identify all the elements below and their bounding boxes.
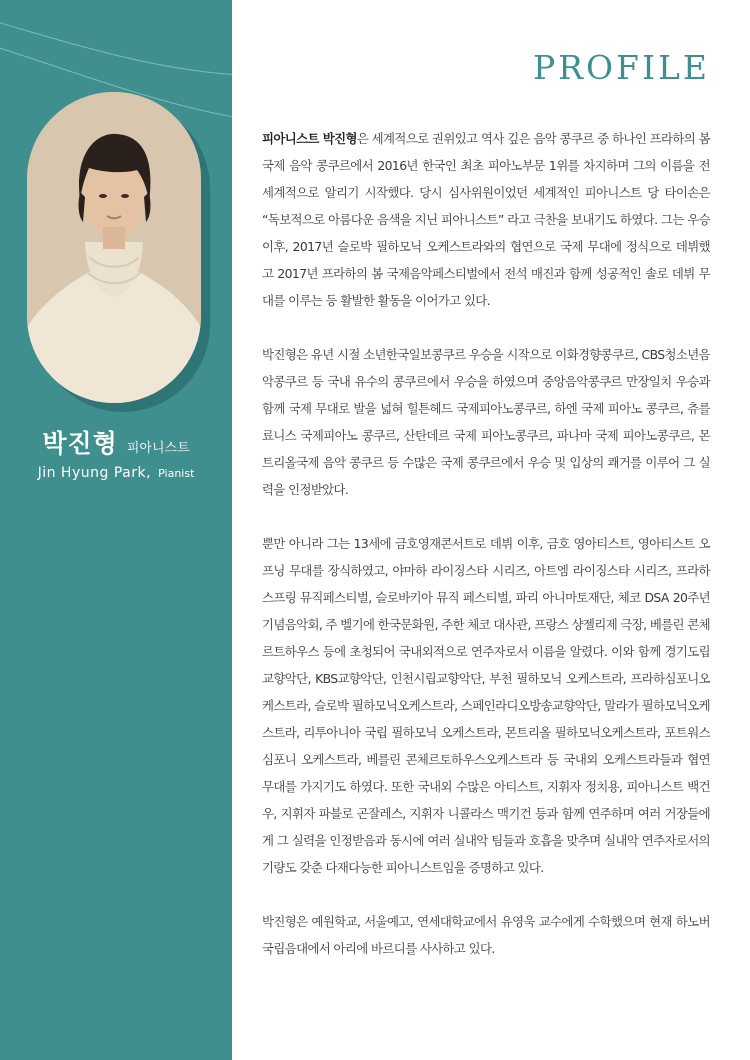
- paragraph-3: 뿐만 아니라 그는 13세에 금호영재콘서트로 데뷔 이후, 금호 영아티스트, 영아티스트 오프닝 무대를 장식하였고, 야마하 라이징스타 시리즈, 아트엠 라이징스타 시리즈, 프라하 스프링 뮤직페스티벌, 슬로바키아 뮤직 페스티벌, 파리 아니마토재단, 체코 DSA 20주년 기념음악회, 주 벨기에 한국문화원, 주한 체코 대사관, 프랑스 샹젤리제 극장, 베를린 콘체르트하우스 등에 초청되어 국내외적으로 연주자로서 이름을 알렸다. 이와 함께 경기도립교향악단, KBS교향악단, 인천시립교향악단, 부천 필하모닉 오케스트라, 프라하심포니오케스트라, 슬로박 필하모닉오케스트라, 스페인라디오방송교향악단, 말라가 필하모닉오케스트라, 리투아니아 국립 필하모닉 오케스트라, 몬트리올 필하모닉오케스트라, 포트워스 심포니 오케스트라, 베를린 콘체르토하우스오케스트라 등 국내외 오케스트라들과 협연 무대를 가지기도 하였다. 또한 국내외 수많은 아티스트, 지휘자 정치용, 피아니스트 백건우, 지휘자 파블로 곤잘레스, 지휘자 니콜라스 맥기건 등과 함께 연주하며 여러 거장들에게 그 실력을 인정받음과 동시에 여러 실내악 팀들과 호흡을 맞추며 실내악 연주자로서의 기량도 갖춘 다재다능한 피아니스트임을 증명하고 있다.: [262, 536, 711, 875]
- paragraph-4: 박진형은 예원학교, 서울예고, 연세대학교에서 유영욱 교수에게 수학했으며 현재 하노버국립음대에서 아리에 바르디를 사사하고 있다.: [262, 914, 710, 956]
- paragraph-1-text: 은 세계적으로 권위있고 역사 깊은 음악 콩쿠르 중 하나인 프라하의 봄 국제 음악 콩쿠르에서 2016년 한국인 최초 피아노부문 1위를 차지하며 그의 이름을 전세계적으로 알리기 시작했다. 당시 심사위원이었던 세계적인 피아니스트 당 타이손은 “독보적으로 아름다운 음색을 지닌 피아니스트” 라고 극찬을 보내기도 하였다. 그는 우승 이후, 2017년 슬로박 필하모닉 오케스트라와의 협연으로 국제 무대에 정식으로 데뷔했고 2017년 프라하의 봄 국제음악페스티벌에서 전석 매진과 함께 성공적인 솔로 데뷔 무대를 이루는 등 활발한 활동을 이어가고 있다.: [262, 131, 711, 308]
- portrait-frame: [27, 92, 210, 412]
- role-korean: 피아니스트: [126, 441, 190, 456]
- paragraph-1: [262, 125, 710, 314]
- name-row: [0, 424, 232, 460]
- sidebar: [0, 0, 232, 1060]
- lead-text: 피아니스트 박진형: [262, 131, 357, 146]
- page-title: PROFILE: [532, 48, 710, 87]
- name-en-row: [0, 462, 232, 481]
- paragraph-2: 박진형은 유년 시절 소년한국일보콩쿠르 우승을 시작으로 이화경향콩쿠르, CBS청소년음악콩쿠르 등 국내 유수의 콩쿠르에서 우승을 하였으며 중앙음악콩쿠르 만장일치 우승과 함께 국제 무대로 발을 넓혀 힐튼헤드 국제피아노콩쿠르, 하엔 국제 피아노 콩쿠르, 츄를료니스 국제피아노 콩쿠르, 산탄데르 국제 피아노콩쿠르, 파나마 국제 피아노콩쿠르, 몬트리올국제 음악 콩쿠르 등 수많은 국제 콩쿠르에서 우승 및 입상의 쾌거를 이루어 그 실력을 인정받았다.: [262, 347, 710, 497]
- portrait-photo: [27, 92, 201, 403]
- name-korean: 박진형: [42, 429, 118, 458]
- name-english: Jin Hyung Park,: [37, 465, 152, 481]
- role-english: Pianist: [158, 467, 195, 480]
- profile-body: [262, 125, 710, 989]
